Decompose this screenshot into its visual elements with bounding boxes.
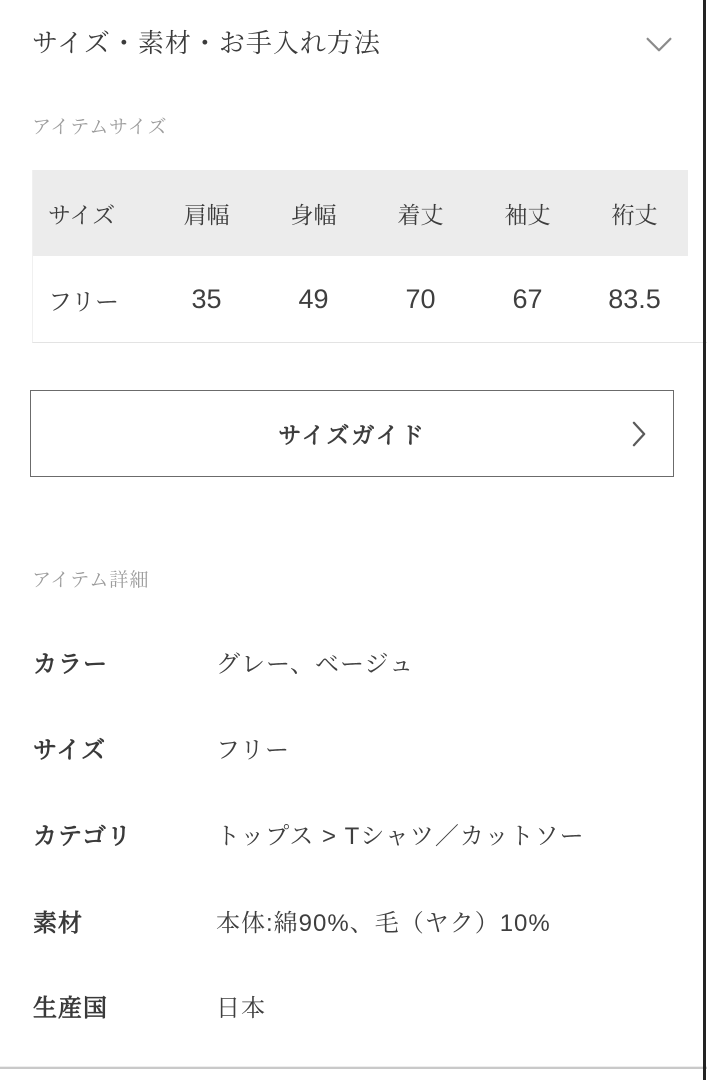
chevron-right-icon [632, 420, 647, 448]
size-cell-yuki: 83.5 [608, 283, 661, 314]
detail-value: トップス > Tシャツ／カットソー [216, 823, 585, 850]
size-table-header-sleeve: 袖丈 [504, 201, 551, 228]
size-cell-sleeve: 67 [512, 283, 543, 314]
detail-value: 日本 [216, 995, 266, 1022]
detail-label: 生産国 [33, 995, 108, 1022]
detail-value: フリー [216, 737, 291, 764]
detail-row-category [33, 816, 697, 850]
size-cell-width: 49 [298, 283, 329, 314]
section-divider [0, 1066, 707, 1069]
detail-label: カラー [33, 651, 108, 678]
detail-value: グレー、ベージュ [216, 651, 415, 678]
size-cell-size: フリー [48, 288, 120, 316]
detail-label: 素材 [33, 910, 83, 937]
size-table-header-length: 着丈 [397, 201, 444, 228]
accordion-size-material-care[interactable] [0, 0, 699, 92]
accordion-title: サイズ・素材・お手入れ方法 [32, 28, 381, 58]
item-detail-section-label: アイテム詳細 [32, 570, 150, 591]
size-guide-button-label: サイズガイド [278, 422, 426, 448]
item-size-section-label: アイテムサイズ [32, 117, 168, 138]
size-table-header-yuki: 裄丈 [611, 201, 658, 228]
detail-row-color [33, 644, 697, 678]
size-cell-length: 70 [405, 283, 436, 314]
size-table-header-row [33, 170, 688, 256]
screen-edge-border [703, 0, 706, 1080]
detail-row-country [33, 988, 697, 1022]
detail-value: 本体:綿90%、毛（ヤク）10% [216, 910, 551, 937]
detail-label: サイズ [33, 737, 107, 764]
size-table [33, 170, 688, 342]
size-table-header-shoulder: 肩幅 [183, 201, 230, 228]
chevron-down-icon[interactable] [645, 36, 673, 54]
detail-row-material [33, 903, 697, 937]
size-table-header-size: サイズ [48, 201, 116, 228]
size-cell-shoulder: 35 [191, 283, 222, 314]
size-guide-button[interactable] [30, 390, 674, 477]
size-table-row [33, 256, 688, 342]
detail-label: カテゴリ [33, 823, 133, 850]
detail-row-size [33, 730, 697, 764]
size-table-header-width: 身幅 [290, 201, 337, 228]
size-table-container [32, 170, 707, 343]
